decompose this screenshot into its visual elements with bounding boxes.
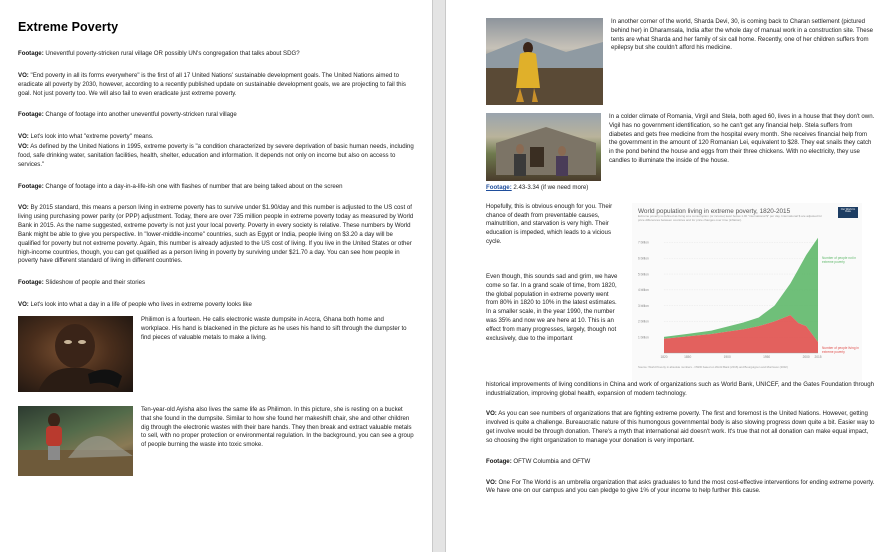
story-philimon-text: Philimon is a fourteen. He calls electronic waste dumpsite in Accra, Ghana both home and workplace. His hand is blackened in the picture as he uses his hand to sift through the dumpster to find pieces of valuable metals to make a living. [141, 315, 407, 341]
story-philimon [18, 316, 414, 392]
chart-subtitle-wrap [638, 215, 828, 231]
story-sharda-text: In another corner of the world, Sharda Devi, 30, is coming back to Charan settlement (pictured behind her) in Dharamsala, India after the whole day of manual work in a construction site. These tents are what Sharda and her family of six call home. Recently, one of her children suffers from epilepsy but she couldn't afford his medicine. [611, 18, 874, 52]
paragraph-footage-oftw: Footage: OFTW Columbia and OFTW [486, 457, 591, 465]
chart-y-tick-label: 4 billion [638, 287, 649, 292]
paragraph-vo-oftw: VO: One For The World is an umbrella organization that asks graduates to fund the most cost-effective interventions for ending extreme poverty. We have one on our campus and you can pledge to give 1% of your income to help further this cause. [486, 478, 875, 495]
chart-side-text [486, 203, 622, 381]
paragraph-vo-organizations: VO: As you can see numbers of organizations that are fighting extreme poverty. The first and foremost is the United Nations. However, getting involved is quite a challenge. Bureaucratic nature of this humongous governmental body is also slowing progress down quite a bit. Easier way to get involve would be through donation. There's a myth that international aid doesn't work. It's true that not all donation can make equal impact, so choosing the right organization to manage your donation is very important. [486, 410, 875, 444]
progress-paragraph-end: historical improvements of living conditions in China and work of organizations such as World Bank, UNICEF, and the Gates Foundation through industrialization, improving global health, expansion of modern technology. [486, 380, 875, 397]
paragraph-vo-2: VO: Let's look into what "extreme poverty" means. [18, 133, 154, 141]
chart-areas [664, 238, 818, 353]
chart-x-tick-label: 1900 [723, 354, 731, 359]
poverty-chart-svg [632, 203, 862, 381]
chart-x-ticks [660, 355, 821, 359]
chart-y-tick-label: 2 billion [638, 319, 649, 324]
chart-y-tick-label: 6 billion [638, 256, 649, 261]
owid-logo-text: Our World in Data [840, 207, 856, 214]
paragraph-vo-5: VO: Let's look into what a day in a life of people who lives in extreme poverty looks like [18, 301, 252, 309]
document-page-left [0, 0, 432, 552]
paragraph-footage-4: Footage: Slideshow of people and their stories [18, 279, 146, 287]
chart-y-tick-label: 5 billion [638, 272, 649, 277]
story-virgil-stela [486, 113, 876, 181]
photo-philimon [18, 316, 133, 392]
paragraph-footage-2: Footage: Change of footage into another uneventful poverty-stricken rural village [18, 111, 237, 119]
page-title: Extreme Poverty [18, 20, 119, 34]
chart-legend-item [822, 256, 860, 272]
story-virgil-stela-text: In a colder climate of Romania, Virgil and Stela, both aged 60, lives in a house that they don't own. Vigil has no government identification, so he can't get any financial help. Stela suffers from diabetes and gets free medicine from the hospital every month. She receives financial help from the government in the amount of 120 Romanian Lei, equivalent to $28. They eat snails they catch in the pond behind the house and eggs from their three chickens. With no electricity, they use candles to illuminate the inside of the house. [609, 113, 875, 165]
chart-x-tick-label: 1820 [660, 354, 668, 359]
chart-legend-label: Number of people living in extreme poverty [822, 345, 859, 354]
footage-note: Footage: 2.43-3.34 (if we need more) [486, 184, 589, 191]
chart-y-tick-label: 3 billion [638, 303, 649, 308]
poverty-chart [632, 203, 862, 381]
hope-paragraph: Hopefully, this is obvious enough for you. Their chance of death from preventable causes, malnutrition, and starvation is very high. Their education is impeded, which leads to a vicious cycle. [486, 202, 613, 246]
document-page-right [446, 0, 890, 552]
story-sharda [486, 18, 876, 105]
chart-x-tick-label: 2000 [802, 354, 810, 359]
chart-y-tick-label: 1 billion [638, 335, 649, 340]
chart-section [486, 203, 876, 381]
paragraph-vo-3: VO: As defined by the United Nations in 1995, extreme poverty is "a condition characterized by severe deprivation of basic human needs, including food, safe drinking water, sanitation facilities, health, shelter, education and information. It depends not only on income but also on access to services." [18, 143, 414, 168]
photo-ayisha [18, 406, 133, 476]
chart-legend-item [822, 346, 860, 362]
chart-subtitle: Extreme poverty is defined as living at a consumption (or income) level below 1.90 "international $" per day. International $ are adjusted for price differences between countries and for price changes over time (inflation). [638, 214, 823, 222]
chart-x-tick-label: 2015 [814, 354, 822, 359]
owid-logo [838, 207, 858, 218]
chart-x-tick-label: 1950 [763, 354, 771, 359]
chart-x-tick-label: 1850 [684, 354, 692, 359]
paragraph-vo-4: VO: By 2015 standard, this means a person living in extreme poverty has to survive under $1.90/day and this number is adjusted to the US cost of living using purchasing power parity (or PPP) adjustment. Today, there are over 735 million people in extreme poverty today as measured by World Bank in 2015. As the name suggested, extreme poverty is not just your local poverty. Poverty in every society is relative. These numbers by World Bank might be able to give you perspective. In "lower-middle-income" countries, such as Egypt or India, people living on $3.20 a day will be qualified for poverty but not extreme poverty. Again, this number is already adjusted to the US cost of living. If you live in the United States or other high-income countries, though, you can get qualified as a person living in poverty by surviving under $21.70 a day. You can see how people in poverty have different standard of living in different countries. [18, 204, 414, 265]
page-divider [432, 0, 446, 552]
chart-title: World population living in extreme poverty, 1820-2015 [638, 207, 791, 215]
footage-link[interactable]: Footage: [486, 184, 512, 191]
paragraph-vo-1: VO: "End poverty in all its forms everywhere" is the first of all 17 United Nations' sustainable development goals. The United Nations aimed to eradicate all poverty by 2030, however, according to a recently published update on sustainable development goals, we are projecting to fail this goal. Not just poverty too. We will also fail to even eradicate just extreme poverty. [18, 71, 406, 97]
chart-source: Source: World Poverty in absolute numbers - OWID based on World Bank (2016) and Bourguignon and Morrisson (2002) [638, 365, 788, 369]
story-ayisha-text: Ten-year-old Ayisha also lives the same life as Philimon. In this picture, she is resting on a bucket that she found in the dumpsite. Similar to how she found her makeshift chair, she and other children dig through the electronic wastes with their bare hands. They then break and extract valuable metals to sell, with no proper protection or environmental regulation. In the background, you can see a group of people burning the waste into toxic smoke. [141, 405, 414, 449]
chart-source-wrap [638, 366, 838, 378]
photo-sharda-devi [486, 18, 603, 105]
paragraph-footage-3: Footage: Change of footage into a day-in-a-life-ish one with flashes of number that are being talked about on the screen [18, 182, 343, 190]
chart-legend [822, 256, 860, 362]
progress-paragraph-start: Even though, this sounds sad and grim, we have come so far. In a grand scale of time, from 1820, the global population in extreme poverty went from 80% in 1820 to 10% in the latest estimates. In a smaller scale, in the year 1990, the number was 35% and now we are here at 10. This is an effect from many progresses, largely, though not exclusively, due to the important [486, 272, 618, 342]
chart-legend-label: Number of people not in extreme poverty [822, 255, 857, 264]
paragraph-footage-1: Footage: Uneventful poverty-stricken rural village OR possibly UN's congregation that talks about SDG? [18, 50, 300, 58]
chart-y-ticks [638, 241, 649, 340]
story-ayisha [18, 406, 414, 476]
photo-virgil-stela [486, 113, 601, 181]
chart-y-tick-label: 7 billion [638, 240, 649, 245]
